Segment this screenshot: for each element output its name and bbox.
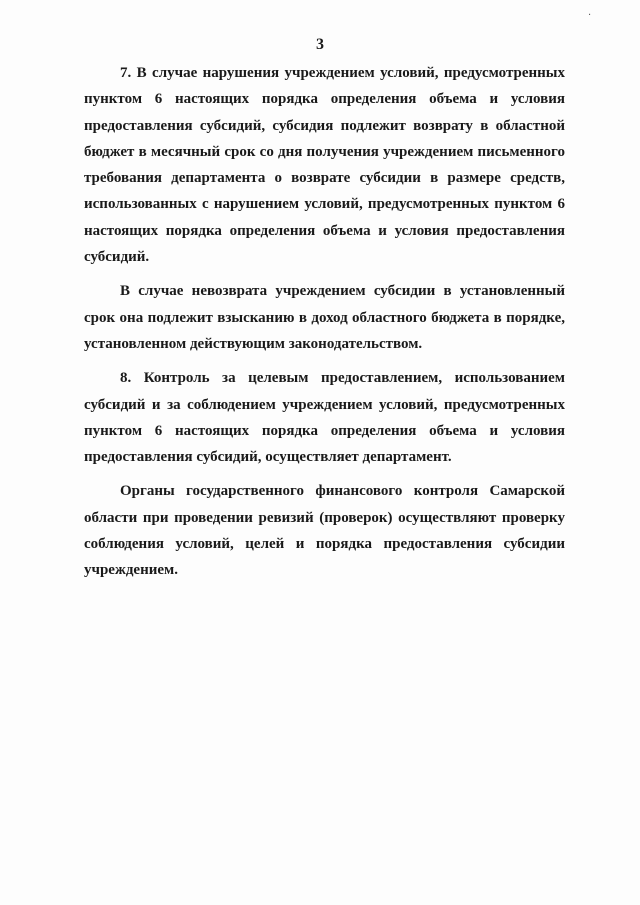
document-body [84,60,565,584]
page-number: 3 [316,36,324,53]
paragraph-non-return: В случае невозврата учреждением субсидии в установленный срок она подлежит взысканию в доход областного бюджета в порядке, установленном действующим законодательством. [84,283,565,352]
paragraph-7: 7. В случае нарушения учреждением условий, предусмотренных пунктом 6 настоящих порядка определения объема и условия предоставления субсидий, субсидия подлежит возврату в областной бюджет в месячный срок со дня получения учреждением письменного требования департамента о возврате субсидии в размере средств, использованных с нарушением условий, предусмотренных пунктом 6 настоящих порядка определения объема и условия предоставления субсидий. [84,65,565,266]
scan-speck-mark: · [588,10,592,21]
paragraph-8: 8. Контроль за целевым предоставлением, использованием субсидий и за соблюдением учреждением условий, предусмотренных пунктом 6 настоящих порядка определения объема и условия предоставления субсидий, осуществляет департамент. [84,370,565,466]
paragraph-control-bodies: Органы государственного финансового контроля Самарской области при проведении ревизий (проверок) осуществляют проверку соблюдения условий, целей и порядка предоставления субсидии учреждением. [84,483,565,579]
